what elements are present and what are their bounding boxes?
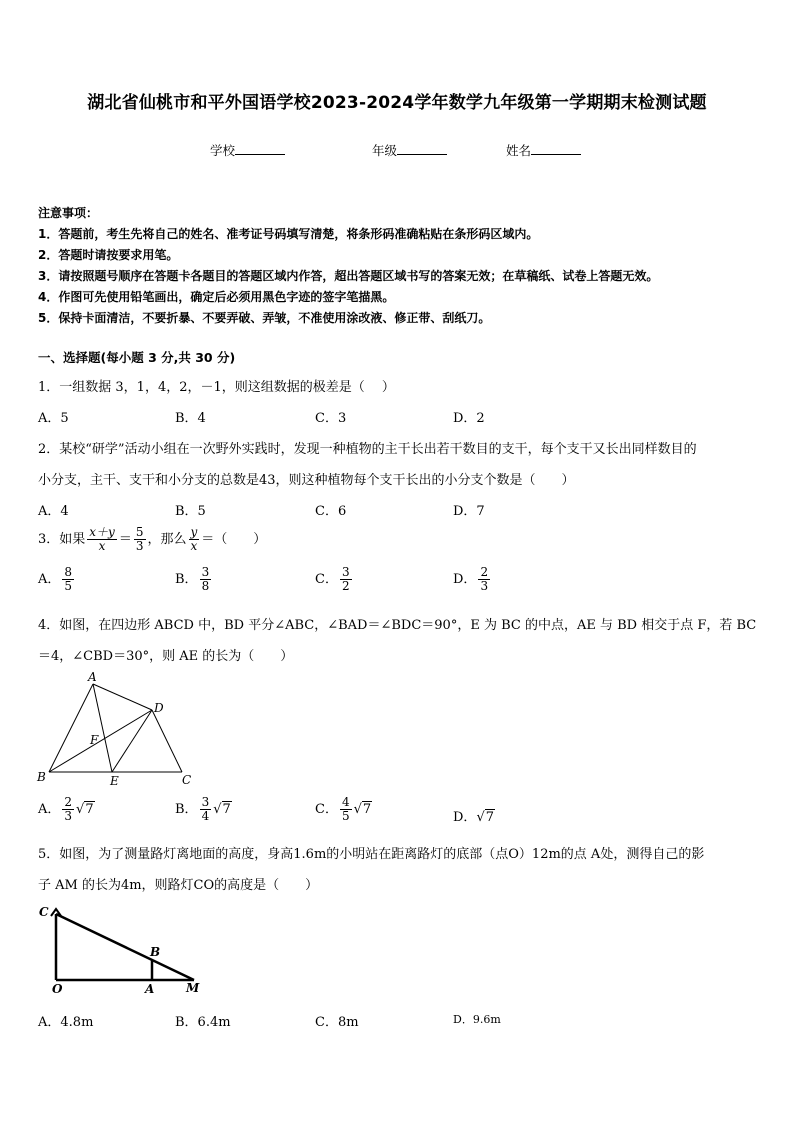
- q4-option-d: D．√7: [453, 810, 495, 825]
- grade-label: 年级: [372, 143, 398, 158]
- question-4-line-2: ＝4，∠CBD＝30°，则 AE 的长为（ ）: [38, 649, 294, 664]
- label-f: F: [90, 733, 99, 747]
- label-d: D: [154, 701, 164, 715]
- label-b: B: [150, 945, 161, 959]
- label-o: O: [52, 982, 63, 996]
- q1-option-d: D．2: [453, 411, 485, 426]
- q3-fraction-xy-over-x: $\frac{x+y}{x}$: [89, 525, 115, 553]
- q2-option-c: C．6: [315, 504, 347, 519]
- note-item: 2．答题时请按要求用笔。: [38, 248, 179, 262]
- q5-option-b: B．6.4m: [175, 1015, 231, 1030]
- question-2-line-1: 2．某校“研学”活动小组在一次野外实践时，发现一种植物的主干长出若干数目的支干，每个支干又长出同样数目的: [38, 442, 697, 457]
- question-5-line-2: 子 AM 的长为4m，则路灯CO的高度是（ ）: [38, 878, 319, 893]
- section-heading: 一、选择题(每小题 3 分,共 30 分): [38, 350, 236, 365]
- q1-option-a: A．5: [38, 411, 69, 426]
- question-5-line-1: 5．如图，为了测量路灯离地面的高度，身高1.6m的小明站在距离路灯的底部（点O）12m的点 A处，测得自己的影: [38, 847, 705, 862]
- label-c: C: [39, 905, 49, 919]
- q4-option-a: A． $\frac{2}{3}$ √7: [38, 795, 94, 823]
- q5-option-c: C．8m: [315, 1015, 359, 1030]
- name-blank: [531, 142, 581, 155]
- notes-heading: 注意事项：: [38, 206, 99, 220]
- question-2-line-2: 小分支，主干、支干和小分支的总数是43，则这种植物每个支干长出的小分支个数是（ ）: [38, 473, 575, 488]
- q3-fraction-y-over-x: $\frac{y}{x}$: [190, 525, 198, 553]
- q5-option-d: D．9.6m: [453, 1013, 501, 1026]
- school-field: [210, 141, 285, 159]
- note-item: 3．请按照题号顺序在答题卡各题目的答题区域内作答，超出答题区域书写的答案无效；在草稿纸、试卷上答题无效。: [38, 269, 659, 283]
- q5-option-a: A．4.8m: [38, 1015, 94, 1030]
- q2-option-d: D．7: [453, 504, 485, 519]
- label-e: E: [110, 774, 119, 788]
- question-4-line-1: 4．如图，在四边形 ABCD 中，BD 平分∠ABC，∠BAD＝∠BDC＝90°，E 为 BC 的中点，AE 与 BD 相交于点 F，若 BC: [38, 618, 757, 633]
- grade-blank: [397, 142, 447, 155]
- name-label: 姓名: [506, 143, 532, 158]
- school-label: 学校: [210, 143, 236, 158]
- label-b: B: [37, 770, 46, 784]
- q1-option-b: B．4: [175, 411, 206, 426]
- label-a: A: [88, 670, 97, 684]
- q3-fraction-5-3: $\frac{5}{3}$: [135, 525, 144, 553]
- question-1: 1．一组数据 3，1，4，2，－1，则这组数据的极差是（ ）: [38, 380, 395, 395]
- label-a: A: [145, 982, 155, 996]
- note-item: 4．作图可先使用铅笔画出，确定后必须用黑色字迹的签字笔描黑。: [38, 290, 395, 304]
- page-title: 湖北省仙桃市和平外国语学校2023-2024学年数学九年级第一学期期末检测试题: [87, 93, 707, 113]
- q2-option-b: B．5: [175, 504, 206, 519]
- label-m: M: [186, 981, 200, 995]
- street-light-figure: [34, 900, 214, 1000]
- q3-option-b: B． $\frac{3}{8}$: [175, 565, 210, 593]
- school-blank: [235, 142, 285, 155]
- label-c: C: [182, 773, 192, 787]
- note-item: 1．答题前，考生先将自己的姓名、准考证号码填写清楚，将条形码准确粘贴在条形码区域内。: [38, 227, 539, 241]
- q3-option-a: A． $\frac{8}{5}$: [38, 565, 73, 593]
- q2-option-a: A．4: [38, 504, 69, 519]
- question-3: 3．如果 $\frac{x+y}{x}$ ＝ $\frac{5}{3}$ ，那么 $\frac{y}{x}$ ＝（ ）: [38, 525, 267, 553]
- note-item: 5．保持卡面清洁，不要折暴、不要弄破、弄皱，不准使用涂改液、修正带、刮纸刀。: [38, 311, 491, 325]
- grade-field: [372, 141, 447, 159]
- q1-option-c: C．3: [315, 411, 347, 426]
- notes-block: [38, 203, 658, 329]
- quadrilateral-figure: [30, 668, 200, 792]
- q4-option-c: C． $\frac{4}{5}$ √7: [315, 795, 372, 823]
- q3-option-c: C． $\frac{3}{2}$: [315, 565, 350, 593]
- q3-option-d: D． $\frac{2}{3}$: [453, 565, 489, 593]
- q3-prefix: 3．如果: [38, 532, 86, 547]
- q4-option-b: B． $\frac{3}{4}$ √7: [175, 795, 231, 823]
- name-field: [506, 141, 581, 159]
